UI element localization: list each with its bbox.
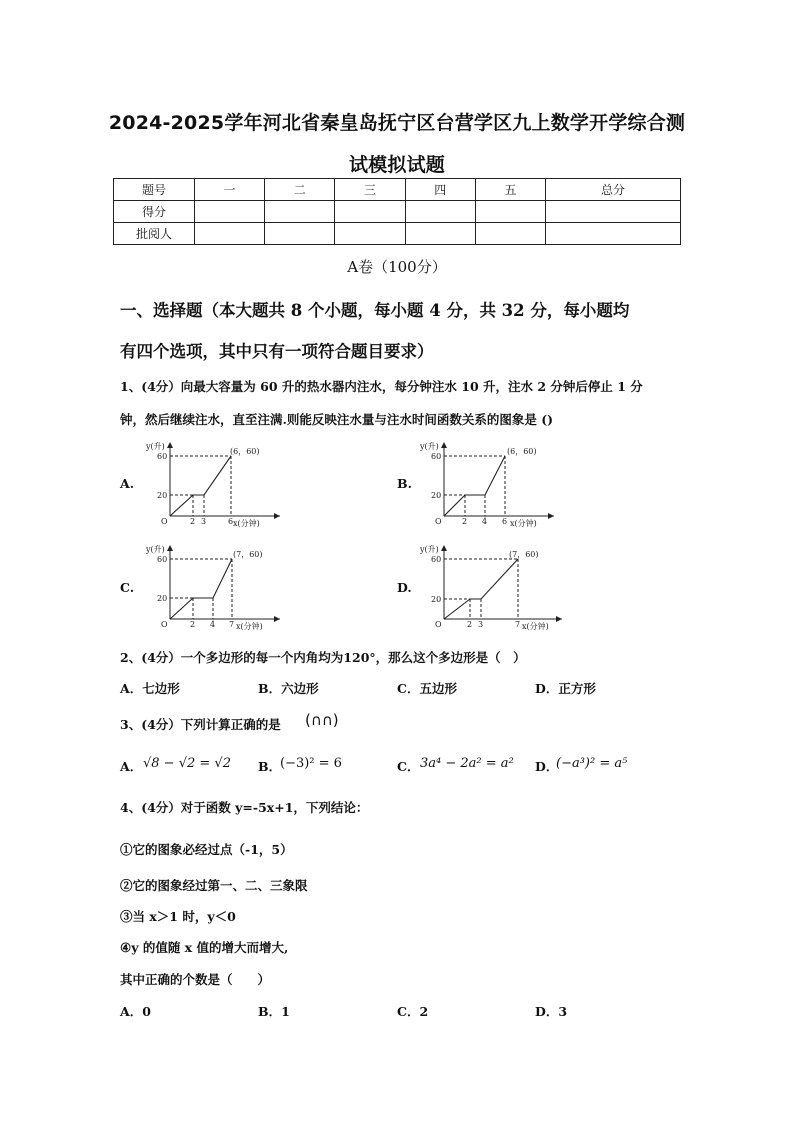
y-tick-label: 60 <box>157 452 168 461</box>
q1-stem-line1: 1、(4分）向最大容量为 60 升的热水器内注水，每分钟注水 10 升，注水 2 分钟后停止 1 分 <box>120 379 643 394</box>
x-tick-label: 6 <box>502 517 508 526</box>
score-cell[interactable] <box>546 201 681 223</box>
q1-graph-b <box>414 438 564 530</box>
score-header-cell: 总分 <box>546 179 681 201</box>
q2-stem: 2、(4分）一个多边形的每一个内角均为120°，那么这个多边形是（ ） <box>120 650 526 665</box>
q4-statement-1: ①它的图象必经过点（-1，5） <box>120 842 293 857</box>
q1-graph-d <box>414 541 574 633</box>
q4-statement-2: ②它的图象经过第一、二、三象限 <box>120 878 308 893</box>
score-cell[interactable] <box>335 223 405 245</box>
q3-stem: 3、(4分）下列计算正确的是 <box>120 717 281 732</box>
point-label: (6，60) <box>507 447 537 456</box>
q1-option-a-label[interactable]: A. <box>120 476 135 491</box>
point-label: (7，60) <box>509 550 539 559</box>
q3-option-b-expression: (−3)² = 6 <box>280 756 342 771</box>
q3-option-a-label[interactable]: A． <box>120 759 143 774</box>
score-cell[interactable] <box>195 201 265 223</box>
score-table-header-row <box>114 179 681 201</box>
q4-statement-3: ③当 x＞1 时，y＜0 <box>120 909 236 924</box>
section-a-title: A卷（100分） <box>347 258 447 276</box>
x-axis-label: x(分钟) <box>233 519 260 528</box>
q3-option-a-expression: √8 − √2 = √2 <box>143 756 231 771</box>
y-tick-label: 20 <box>157 491 168 500</box>
document-title-line1: 2024-2025学年河北省秦皇岛抚宁区台营学区九上数学开学综合测 <box>108 112 686 134</box>
x-axis-label: x(分钟) <box>510 519 537 528</box>
q3-option-b-label[interactable]: B． <box>258 759 282 774</box>
score-header-cell: 三 <box>335 179 405 201</box>
q4-option-c[interactable]: C．2 <box>397 1004 429 1019</box>
y-tick-label: 60 <box>157 555 168 564</box>
score-cell[interactable] <box>405 223 475 245</box>
origin-label: O <box>161 620 168 629</box>
score-table <box>113 178 681 245</box>
q1-stem-line2: 钟，然后继续注水，直至注满.则能反映注水量与注水时间函数关系的图象是 () <box>120 412 554 427</box>
q1-option-d-label[interactable]: D. <box>397 580 412 595</box>
q1-option-b-label[interactable]: B. <box>397 476 412 491</box>
x-tick-label: 3 <box>201 517 207 526</box>
q1-graph-c <box>140 541 290 633</box>
score-cell[interactable] <box>475 223 545 245</box>
y-axis-label: y(升) <box>420 545 439 554</box>
score-cell[interactable] <box>405 201 475 223</box>
point-label: (7，60) <box>233 550 263 559</box>
score-row-label: 批阅人 <box>114 223 195 245</box>
score-cell[interactable] <box>195 223 265 245</box>
x-tick-label: 7 <box>229 620 235 629</box>
part1-heading-line1: 一、选择题（本大题共 8 个小题，每小题 4 分，共 32 分，每小题均 <box>120 301 630 320</box>
y-tick-label: 20 <box>157 594 168 603</box>
origin-label: O <box>435 517 442 526</box>
x-axis-label: x(分钟) <box>522 622 549 631</box>
q3-option-d-label[interactable]: D． <box>535 759 559 774</box>
score-cell[interactable] <box>546 223 681 245</box>
y-tick-label: 20 <box>431 491 442 500</box>
q2-option-a[interactable]: A．七边形 <box>120 681 180 696</box>
y-tick-label: 20 <box>431 595 442 604</box>
q3-option-d-expression: (−a³)² = a⁵ <box>556 756 628 771</box>
y-tick-label: 60 <box>431 452 442 461</box>
q2-option-b[interactable]: B．六边形 <box>258 681 319 696</box>
score-cell[interactable] <box>335 201 405 223</box>
y-tick-label: 60 <box>431 555 442 564</box>
x-tick-label: 2 <box>190 620 196 629</box>
q4-option-b[interactable]: B．1 <box>258 1004 290 1019</box>
score-header-cell: 题号 <box>114 179 195 201</box>
x-tick-label: 2 <box>190 517 196 526</box>
x-axis-label: x(分钟) <box>236 622 263 631</box>
score-table-row <box>114 201 681 223</box>
q2-option-d[interactable]: D．正方形 <box>535 681 596 696</box>
score-cell[interactable] <box>265 223 335 245</box>
q4-statement-4: ④y 的值随 x 值的增大而增大, <box>120 940 289 955</box>
x-tick-label: 2 <box>467 620 473 629</box>
score-cell[interactable] <box>265 201 335 223</box>
q4-question: 其中正确的个数是（ ） <box>120 972 271 987</box>
x-tick-label: 2 <box>462 517 468 526</box>
q1-option-c-label[interactable]: C. <box>120 580 135 595</box>
q2-option-c[interactable]: C．五边形 <box>397 681 457 696</box>
q3-option-c-label[interactable]: C． <box>397 759 420 774</box>
document-title-line2: 试模拟试题 <box>348 154 445 176</box>
q3-answer-bracket: (∩∩) <box>305 711 339 729</box>
score-header-cell: 四 <box>405 179 475 201</box>
q4-stem: 4、(4分）对于函数 y=-5x+1，下列结论： <box>120 800 369 815</box>
origin-label: O <box>161 517 168 526</box>
y-axis-label: y(升) <box>420 442 439 451</box>
score-table-row <box>114 223 681 245</box>
part1-heading-line2: 有四个选项，其中只有一项符合题目要求） <box>120 342 434 361</box>
score-row-label: 得分 <box>114 201 195 223</box>
x-tick-label: 4 <box>210 620 216 629</box>
x-tick-label: 7 <box>515 620 521 629</box>
x-tick-label: 6 <box>228 517 234 526</box>
point-label: (6，60) <box>230 447 260 456</box>
x-tick-label: 4 <box>482 517 488 526</box>
y-axis-label: y(升) <box>146 545 165 554</box>
score-cell[interactable] <box>475 201 545 223</box>
score-header-cell: 五 <box>475 179 545 201</box>
score-header-cell: 一 <box>195 179 265 201</box>
score-header-cell: 二 <box>265 179 335 201</box>
y-axis-label: y(升) <box>146 442 165 451</box>
q3-option-c-expression: 3a⁴ − 2a² = a² <box>420 756 514 771</box>
q4-option-a[interactable]: A．0 <box>120 1004 151 1019</box>
q1-graph-a <box>140 438 290 530</box>
q4-option-d[interactable]: D．3 <box>535 1004 568 1019</box>
x-tick-label: 3 <box>478 620 484 629</box>
origin-label: O <box>435 620 442 629</box>
